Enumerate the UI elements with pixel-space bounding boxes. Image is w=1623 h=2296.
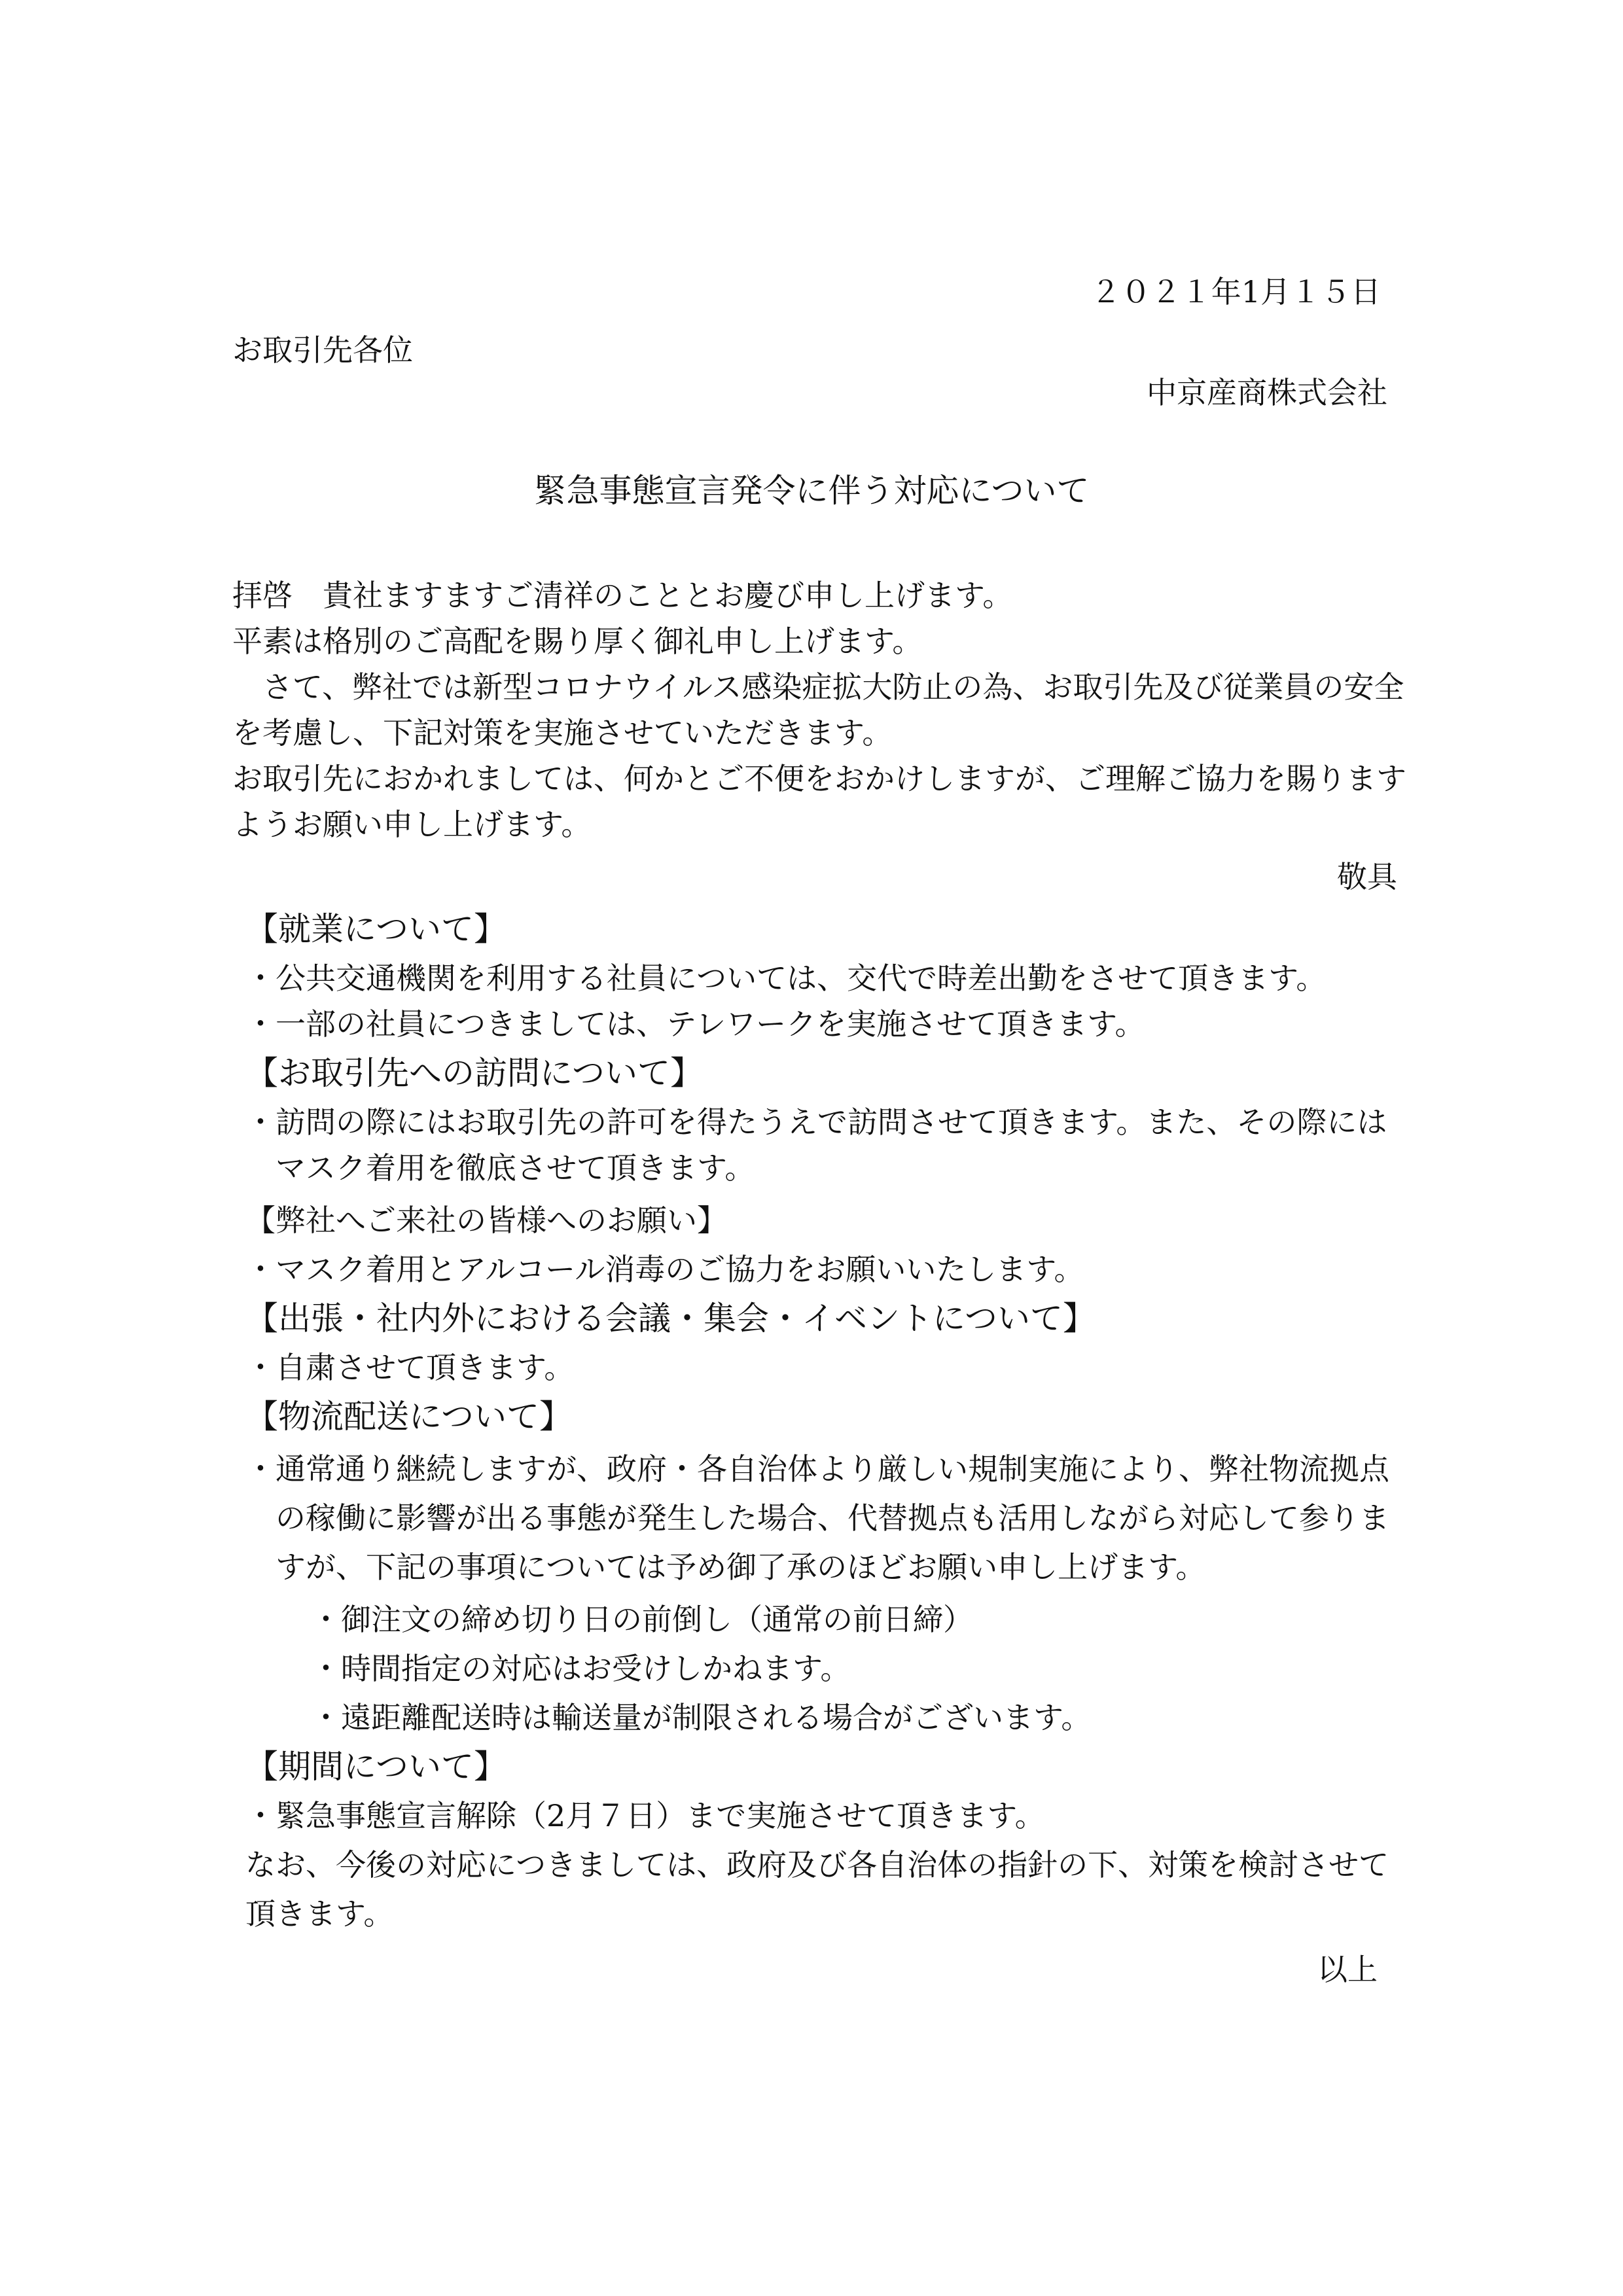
section-line: すが、下記の事項については予め御了承のほどお願い申し上げます。 — [245, 1549, 1206, 1585]
section-line: マスク着用を徹底させて頂きます。 — [245, 1150, 755, 1186]
greeting-line: お取引先におかれましては、何かとご不便をおかけしますが、ご理解ご協力を賜ります — [232, 761, 1406, 796]
section-heading: 【就業について】 — [245, 910, 507, 948]
section-line: ・訪問の際にはお取引先の許可を得たうえで訪問させて頂きます。また、その際には — [245, 1104, 1387, 1140]
section-heading: 【弊社へご来社の皆様へのお願い】 — [245, 1203, 727, 1238]
greeting-line: を考慮し、下記対策を実施させていただきます。 — [232, 715, 893, 751]
closing-ijou: 以上 — [1317, 1952, 1378, 1987]
sub-item: ・御注文の締め切り日の前倒し（通常の前日締） — [311, 1602, 973, 1637]
sub-item: ・時間指定の対応はお受けしかねます。 — [311, 1651, 851, 1686]
section-line: ・公共交通機関を利用する社員については、交代で時差出勤をさせて頂きます。 — [245, 961, 1327, 996]
closing-keigu: 敬具 — [1337, 859, 1397, 894]
section-line: ・自粛させて頂きます。 — [245, 1350, 575, 1385]
document-date: ２０２１年1月１５日 — [1090, 274, 1381, 309]
section-heading: 【物流配送について】 — [245, 1398, 572, 1436]
section-line: ・マスク着用とアルコール消毒のご協力をお願いいたします。 — [245, 1252, 1084, 1287]
closing-line: 頂きます。 — [245, 1896, 394, 1932]
recipient: お取引先各位 — [232, 332, 413, 368]
section-heading: 【出張・社内外における会議・集会・イベントについて】 — [245, 1299, 1096, 1337]
section-line: の稼働に影響が出る事態が発生した場合、代替拠点も活用しながら対応して参りま — [245, 1500, 1389, 1536]
document-title: 緊急事態宣言発令に伴う対応について — [533, 472, 1090, 510]
closing-line: なお、今後の対応につきましては、政府及び各自治体の指針の下、対策を検討させて — [245, 1847, 1389, 1882]
section-line: ・通常通り継続しますが、政府・各自治体より厳しい規制実施により、弊社物流拠点 — [245, 1451, 1389, 1487]
section-heading: 【お取引先への訪問について】 — [245, 1054, 703, 1092]
section-line: ・一部の社員につきましては、テレワークを実施させて頂きます。 — [245, 1006, 1145, 1042]
section-heading: 【期間について】 — [245, 1748, 507, 1786]
sub-item: ・遠距離配送時は輸送量が制限される場合がございます。 — [311, 1700, 1092, 1735]
section-line: ・緊急事態宣言解除（2月７日）まで実施させて頂きます。 — [245, 1798, 1045, 1833]
greeting-line: ようお願い申し上げます。 — [232, 807, 592, 842]
greeting-line: 拝啓 貴社ますますご清祥のこととお慶び申し上げます。 — [232, 578, 1013, 613]
greeting-line: さて、弊社では新型コロナウイルス感染症拡大防止の為、お取引先及び従業員の安全 — [232, 669, 1404, 705]
greeting-line: 平素は格別のご高配を賜り厚く御礼申し上げます。 — [232, 624, 923, 659]
sender-company: 中京産商株式会社 — [1147, 375, 1387, 410]
